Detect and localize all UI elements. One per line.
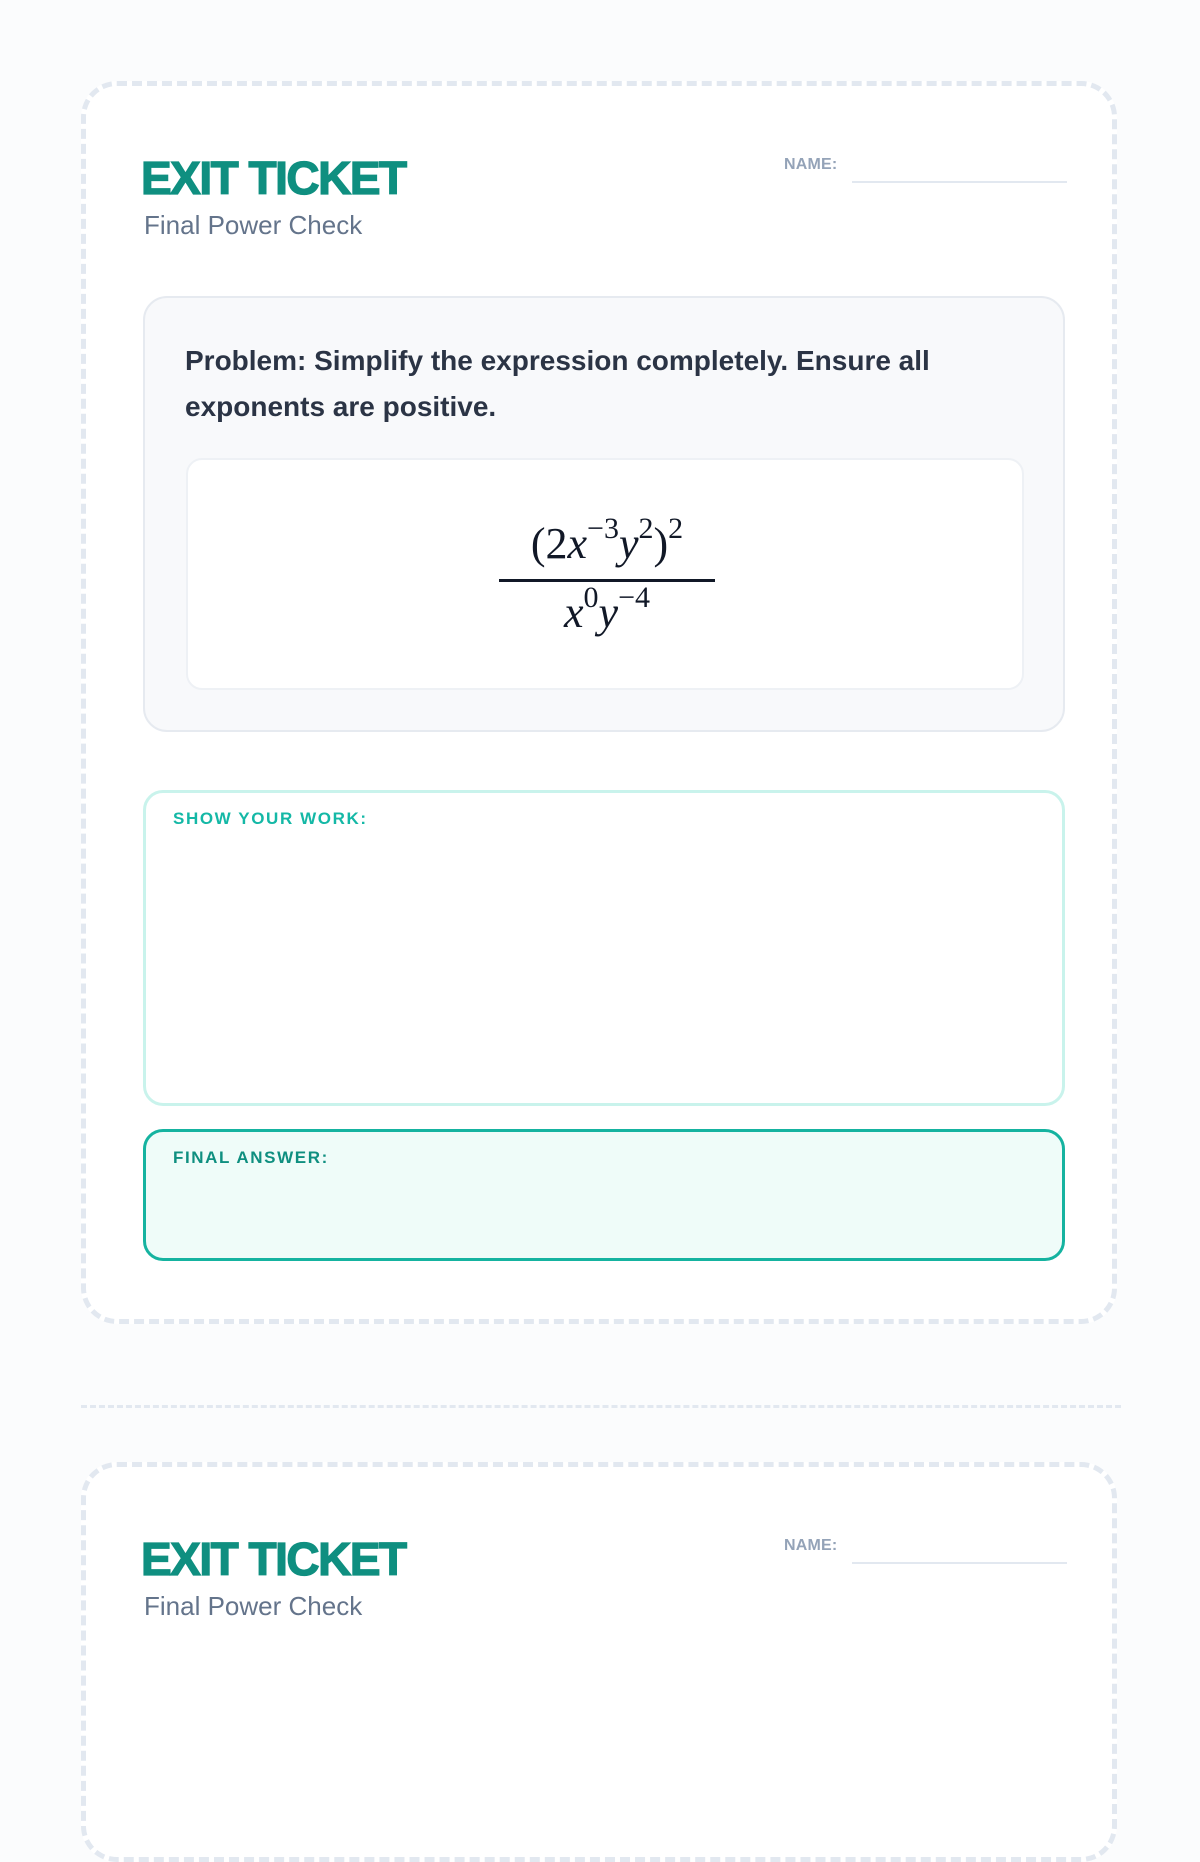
ticket-title: EXIT TICKET [141,152,406,204]
fraction-bar [499,579,715,582]
ticket-subtitle: Final Power Check [144,210,363,240]
ticket-subtitle: Final Power Check [144,1591,363,1621]
numerator-exp-y: 2 [638,512,654,546]
name-input-line[interactable] [852,1562,1067,1564]
numerator-close: ) [653,519,669,568]
numerator-open: (2 [530,519,568,568]
fraction-denominator [499,581,715,642]
denominator-exp-x: 0 [583,581,599,615]
show-work-area[interactable] [143,790,1065,1106]
name-label: NAME: [784,1537,838,1554]
exit-ticket-card-2 [81,1462,1117,1862]
name-input-line[interactable] [852,181,1067,183]
denominator-exp-y: −4 [618,581,650,615]
expression-box [186,458,1024,690]
fraction-expression [499,512,715,642]
numerator-var-y: y [618,519,639,568]
cut-line-divider [81,1405,1121,1408]
show-work-label: SHOW YOUR WORK: [173,809,368,828]
numerator-exp-x: −3 [587,512,619,546]
numerator-var-x: x [567,519,588,568]
numerator-outer-exp: 2 [668,512,684,546]
denominator-var-y: y [598,588,619,637]
problem-card [143,296,1065,732]
fraction-numerator [499,512,715,576]
final-answer-label: FINAL ANSWER: [173,1148,329,1167]
ticket-title: EXIT TICKET [141,1533,406,1585]
exit-ticket-card [81,81,1117,1324]
final-answer-area[interactable] [143,1129,1065,1261]
problem-statement: Problem: Simplify the expression completely. Ensure all exponents are positive. [185,345,930,422]
name-label: NAME: [784,156,838,173]
denominator-var-x: x [564,588,584,637]
